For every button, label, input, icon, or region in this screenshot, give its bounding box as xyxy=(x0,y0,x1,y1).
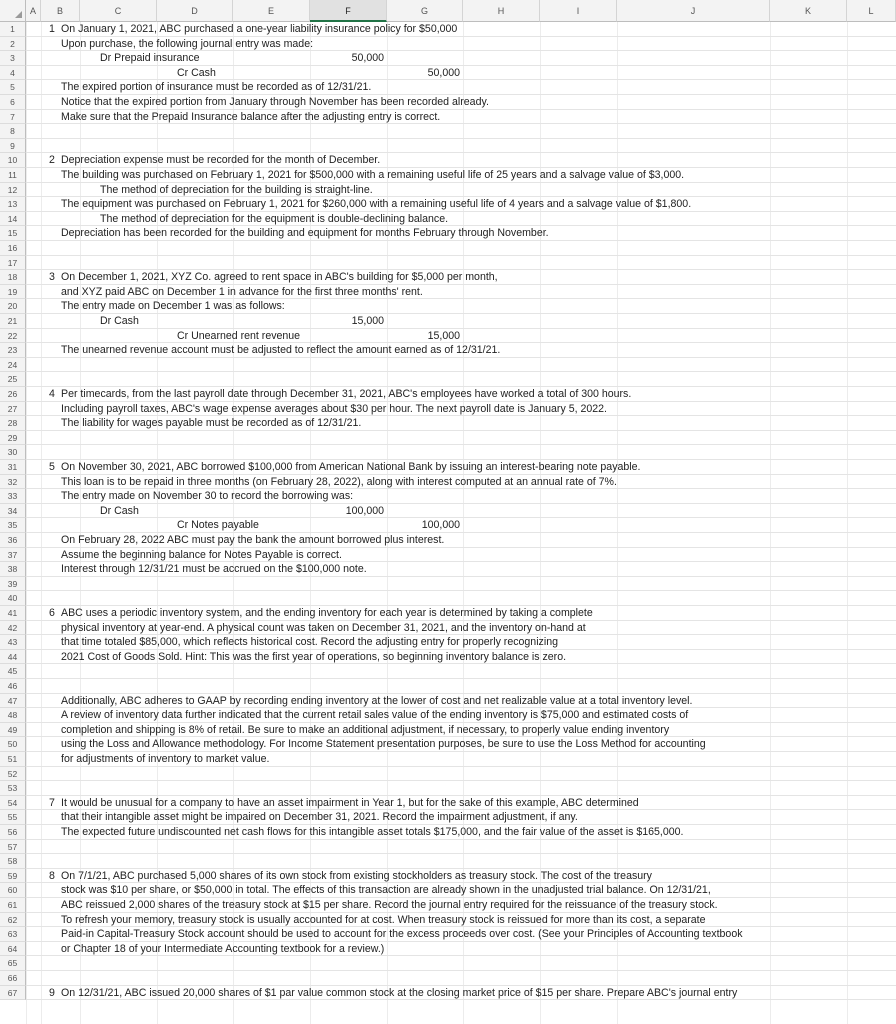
grid-row[interactable] xyxy=(26,241,896,256)
grid-row[interactable] xyxy=(26,431,896,446)
item-number-cell[interactable]: 5 xyxy=(49,461,55,473)
row-header[interactable]: 31 xyxy=(0,460,26,475)
row-header[interactable]: 22 xyxy=(0,329,26,344)
row-header[interactable]: 60 xyxy=(0,883,26,898)
grid-row[interactable] xyxy=(26,372,896,387)
text-cell[interactable]: ABC reissued 2,000 shares of the treasury stock at $15 per share. Record the journal entry required for the reissuance of the treasury stock. xyxy=(61,899,718,911)
row-header[interactable]: 17 xyxy=(0,256,26,271)
text-cell[interactable]: This loan is to be repaid in three months (on February 28, 2022), along with interest computed at an annual rate of 7%. xyxy=(61,475,617,488)
row-header[interactable]: 11 xyxy=(0,168,26,183)
row-header[interactable]: 62 xyxy=(0,913,26,928)
text-cell[interactable]: Depreciation has been recorded for the building and equipment for months February through November. xyxy=(61,227,549,240)
row-header[interactable]: 10 xyxy=(0,153,26,168)
text-cell[interactable]: The method of depreciation for the equipment is double-declining balance. xyxy=(100,212,449,225)
amount-cell[interactable]: 15,000 xyxy=(427,329,460,342)
row-header[interactable]: 20 xyxy=(0,299,26,314)
text-cell[interactable]: The liability for wages payable must be recorded as of 12/31/21. xyxy=(61,417,362,430)
grid-row[interactable] xyxy=(26,781,896,796)
row-header[interactable]: 23 xyxy=(0,343,26,358)
grid-row[interactable] xyxy=(26,66,896,81)
grid-row[interactable] xyxy=(26,679,896,694)
row-header[interactable]: 57 xyxy=(0,840,26,855)
row-header[interactable]: 28 xyxy=(0,416,26,431)
row-header[interactable]: 25 xyxy=(0,372,26,387)
row-header[interactable]: 58 xyxy=(0,854,26,869)
text-cell[interactable]: On 7/1/21, ABC purchased 5,000 shares of its own stock from existing stockholders as treasury stock. The cost of the treasury xyxy=(61,869,652,882)
row-header[interactable]: 34 xyxy=(0,504,26,519)
row-header[interactable]: 52 xyxy=(0,767,26,782)
text-cell[interactable]: The method of depreciation for the building is straight-line. xyxy=(100,183,373,196)
text-cell[interactable]: 2021 Cost of Goods Sold. Hint: This was the first year of operations, so beginning inventory balance is zero. xyxy=(61,650,567,663)
row-header[interactable]: 51 xyxy=(0,752,26,767)
text-cell[interactable]: The expected future undiscounted net cash flows for this intangible asset totals $175,000, and the fair value of the asset is $165,000. xyxy=(61,826,684,838)
text-cell[interactable]: Cr Cash xyxy=(177,66,216,79)
row-header[interactable]: 50 xyxy=(0,737,26,752)
amount-cell[interactable]: 100,000 xyxy=(345,504,384,517)
row-header[interactable]: 41 xyxy=(0,606,26,621)
grid-row[interactable] xyxy=(26,956,896,971)
text-cell[interactable]: On 12/31/21, ABC issued 20,000 shares of $1 par value common stock at the closing market price of $15 per share. Prepare ABC's journal entry xyxy=(61,986,738,999)
text-cell[interactable]: that their intangible asset might be impaired on December 31, 2021. Record the impairment adjustment, if any. xyxy=(61,811,578,824)
row-header[interactable]: 16 xyxy=(0,241,26,256)
item-number-cell[interactable]: 8 xyxy=(49,869,55,882)
row-header[interactable]: 24 xyxy=(0,358,26,373)
text-cell[interactable]: ABC uses a periodic inventory system, and the ending inventory for each year is determined by taking a complete xyxy=(61,607,593,619)
column-header-e[interactable]: E xyxy=(233,0,310,22)
grid-row[interactable] xyxy=(26,139,896,154)
row-header[interactable]: 59 xyxy=(0,869,26,884)
row-header[interactable]: 44 xyxy=(0,650,26,665)
row-header[interactable]: 12 xyxy=(0,183,26,198)
text-cell[interactable]: Paid-in Capital-Treasury Stock account should be used to account for the excess proceeds over cost. (See your Principles of Accounting textbook xyxy=(61,928,743,941)
text-cell[interactable]: On December 1, 2021, XYZ Co. agreed to rent space in ABC's building for $5,000 per month, xyxy=(61,271,498,284)
text-cell[interactable]: Dr Cash xyxy=(100,504,139,517)
row-header[interactable]: 29 xyxy=(0,431,26,446)
text-cell[interactable]: It would be unusual for a company to have an asset impairment in Year 1, but for the sake of this example, ABC determined xyxy=(61,796,639,809)
row-header[interactable]: 49 xyxy=(0,723,26,738)
column-header-l[interactable]: L xyxy=(847,0,896,22)
text-cell[interactable]: Cr Unearned rent revenue xyxy=(177,329,301,342)
grid-row[interactable] xyxy=(26,767,896,782)
text-cell[interactable]: Including payroll taxes, ABC's wage expense averages about $30 per hour. The next payroll date is January 5, 2022. xyxy=(61,402,607,415)
item-number-cell[interactable]: 1 xyxy=(49,23,55,35)
text-cell[interactable]: that time totaled $85,000, which reflects historical cost. Record the adjusting entry for properly recognizing xyxy=(61,636,558,649)
amount-cell[interactable]: 15,000 xyxy=(351,315,384,327)
item-number-cell[interactable]: 3 xyxy=(49,271,55,284)
row-header[interactable]: 64 xyxy=(0,942,26,957)
row-header[interactable]: 56 xyxy=(0,825,26,840)
text-cell[interactable]: Depreciation expense must be recorded for the month of December. xyxy=(61,154,381,167)
text-cell[interactable]: completion and shipping is 8% of retail. Be sure to make an additional adjustment, if necessary, to properly value ending inventory xyxy=(61,723,670,736)
amount-cell[interactable]: 100,000 xyxy=(421,519,460,532)
text-cell[interactable]: The entry made on December 1 was as follows: xyxy=(61,300,285,313)
text-cell[interactable]: Dr Prepaid insurance xyxy=(100,52,200,65)
text-cell[interactable]: or Chapter 18 of your Intermediate Accounting textbook for a review.) xyxy=(61,942,385,955)
row-header[interactable]: 19 xyxy=(0,285,26,300)
column-header-h[interactable]: H xyxy=(463,0,540,22)
column-header-k[interactable]: K xyxy=(770,0,847,22)
text-cell[interactable]: Upon purchase, the following journal entry was made: xyxy=(61,37,314,50)
row-header[interactable]: 26 xyxy=(0,387,26,402)
column-header-a[interactable]: A xyxy=(26,0,41,22)
grid-row[interactable] xyxy=(26,591,896,606)
row-header[interactable]: 61 xyxy=(0,898,26,913)
row-header[interactable]: 18 xyxy=(0,270,26,285)
text-cell[interactable]: using the Loss and Allowance methodology. For Income Statement presentation purposes, be sure to use the Loss Method for accounting xyxy=(61,738,706,751)
text-cell[interactable]: for adjustments of inventory to market value. xyxy=(61,753,270,765)
row-header[interactable]: 42 xyxy=(0,621,26,636)
grid-row[interactable] xyxy=(26,329,896,344)
item-number-cell[interactable]: 7 xyxy=(49,796,55,809)
text-cell[interactable]: The building was purchased on February 1, 2021 for $500,000 with a remaining useful life of 25 years and a salvage value of $3,000. xyxy=(61,169,685,181)
text-cell[interactable]: Cr Notes payable xyxy=(177,519,259,532)
text-cell[interactable]: The unearned revenue account must be adjusted to reflect the amount earned as of 12/31/21. xyxy=(61,344,501,357)
row-header[interactable]: 15 xyxy=(0,226,26,241)
grid-row[interactable] xyxy=(26,256,896,271)
column-header-d[interactable]: D xyxy=(157,0,233,22)
item-number-cell[interactable]: 9 xyxy=(49,986,55,999)
row-header[interactable]: 6 xyxy=(0,95,26,110)
row-header[interactable]: 1 xyxy=(0,22,26,37)
row-header[interactable]: 40 xyxy=(0,591,26,606)
row-header[interactable]: 47 xyxy=(0,694,26,709)
text-cell[interactable]: The expired portion of insurance must be recorded as of 12/31/21. xyxy=(61,81,372,94)
column-header-i[interactable]: I xyxy=(540,0,617,22)
text-cell[interactable]: Notice that the expired portion from January through November has been recorded already. xyxy=(61,96,489,108)
amount-cell[interactable]: 50,000 xyxy=(351,52,384,65)
text-cell[interactable]: Make sure that the Prepaid Insurance balance after the adjusting entry is correct. xyxy=(61,110,441,123)
column-header-g[interactable]: G xyxy=(387,0,463,22)
row-header[interactable]: 67 xyxy=(0,986,26,1001)
column-header-f[interactable]: F xyxy=(310,0,387,22)
text-cell[interactable]: The equipment was purchased on February 1, 2021 for $260,000 with a remaining useful life of 4 years and a salvage value of $1,800. xyxy=(61,198,692,211)
row-header[interactable]: 5 xyxy=(0,80,26,95)
row-header[interactable]: 53 xyxy=(0,781,26,796)
row-header[interactable]: 66 xyxy=(0,971,26,986)
text-cell[interactable]: The entry made on November 30 to record the borrowing was: xyxy=(61,490,354,503)
row-header[interactable]: 21 xyxy=(0,314,26,329)
text-cell[interactable]: Interest through 12/31/21 must be accrued on the $100,000 note. xyxy=(61,563,367,576)
grid-row[interactable] xyxy=(26,445,896,460)
item-number-cell[interactable]: 4 xyxy=(49,388,55,400)
row-header[interactable]: 9 xyxy=(0,139,26,154)
column-header-j[interactable]: J xyxy=(617,0,770,22)
row-header[interactable]: 43 xyxy=(0,635,26,650)
row-header[interactable]: 48 xyxy=(0,708,26,723)
row-header[interactable]: 54 xyxy=(0,796,26,811)
text-cell[interactable]: Per timecards, from the last payroll date through December 31, 2021, ABC's employees have worked a total of 300 hours. xyxy=(61,388,632,400)
grid-row[interactable] xyxy=(26,854,896,869)
row-header[interactable]: 39 xyxy=(0,577,26,592)
row-header[interactable]: 4 xyxy=(0,66,26,81)
row-header[interactable]: 55 xyxy=(0,810,26,825)
row-header[interactable]: 8 xyxy=(0,124,26,139)
amount-cell[interactable]: 50,000 xyxy=(427,66,460,79)
row-header[interactable]: 27 xyxy=(0,402,26,417)
grid-row[interactable] xyxy=(26,504,896,519)
row-header[interactable]: 37 xyxy=(0,548,26,563)
text-cell[interactable]: Assume the beginning balance for Notes Payable is correct. xyxy=(61,548,342,561)
row-header[interactable]: 46 xyxy=(0,679,26,694)
row-header[interactable]: 7 xyxy=(0,110,26,125)
row-header[interactable]: 2 xyxy=(0,37,26,52)
row-header[interactable]: 38 xyxy=(0,562,26,577)
item-number-cell[interactable]: 6 xyxy=(49,607,55,619)
text-cell[interactable]: To refresh your memory, treasury stock is usually accounted for at cost. When treasury stock is reissued for more than its cost, a separate xyxy=(61,913,706,926)
grid-row[interactable] xyxy=(26,664,896,679)
row-header[interactable]: 32 xyxy=(0,475,26,490)
text-cell[interactable]: Dr Cash xyxy=(100,315,139,327)
row-header[interactable]: 35 xyxy=(0,518,26,533)
text-cell[interactable]: and XYZ paid ABC on December 1 in advance for the first three months' rent. xyxy=(61,285,423,298)
row-header[interactable]: 13 xyxy=(0,197,26,212)
grid-row[interactable] xyxy=(26,840,896,855)
grid-row[interactable] xyxy=(26,314,896,329)
column-header-b[interactable]: B xyxy=(41,0,80,22)
text-cell[interactable]: On January 1, 2021, ABC purchased a one-year liability insurance policy for $50,000 xyxy=(61,23,458,35)
text-cell[interactable]: physical inventory at year-end. A physical count was taken on December 31, 2021, and the inventory on-hand at xyxy=(61,621,586,634)
grid-row[interactable] xyxy=(26,577,896,592)
grid-row[interactable] xyxy=(26,971,896,986)
text-cell[interactable]: stock was $10 per share, or $50,000 in total. The effects of this transaction are already shown in the unadjusted trial balance. On 12/31/21, xyxy=(61,884,711,897)
grid-row[interactable] xyxy=(26,518,896,533)
grid-row[interactable] xyxy=(26,124,896,139)
column-header-c[interactable]: C xyxy=(80,0,157,22)
select-all-corner[interactable] xyxy=(0,0,26,22)
text-cell[interactable]: On February 28, 2022 ABC must pay the bank the amount borrowed plus interest. xyxy=(61,534,445,546)
row-header[interactable]: 14 xyxy=(0,212,26,227)
row-header[interactable]: 65 xyxy=(0,956,26,971)
row-header[interactable]: 33 xyxy=(0,489,26,504)
item-number-cell[interactable]: 2 xyxy=(49,154,55,167)
text-cell[interactable]: Additionally, ABC adheres to GAAP by recording ending inventory at the lower of cost and net realizable value at a total inventory level. xyxy=(61,694,693,707)
text-cell[interactable]: A review of inventory data further indicated that the current retail sales value of the ending inventory is $75,000 and estimated costs of xyxy=(61,709,689,722)
row-header[interactable]: 30 xyxy=(0,445,26,460)
grid-row[interactable] xyxy=(26,358,896,373)
row-header[interactable]: 63 xyxy=(0,927,26,942)
text-cell[interactable]: On November 30, 2021, ABC borrowed $100,000 from American National Bank by issuing an interest-bearing note payable. xyxy=(61,461,641,473)
row-header[interactable]: 3 xyxy=(0,51,26,66)
row-header[interactable]: 45 xyxy=(0,664,26,679)
row-header[interactable]: 36 xyxy=(0,533,26,548)
